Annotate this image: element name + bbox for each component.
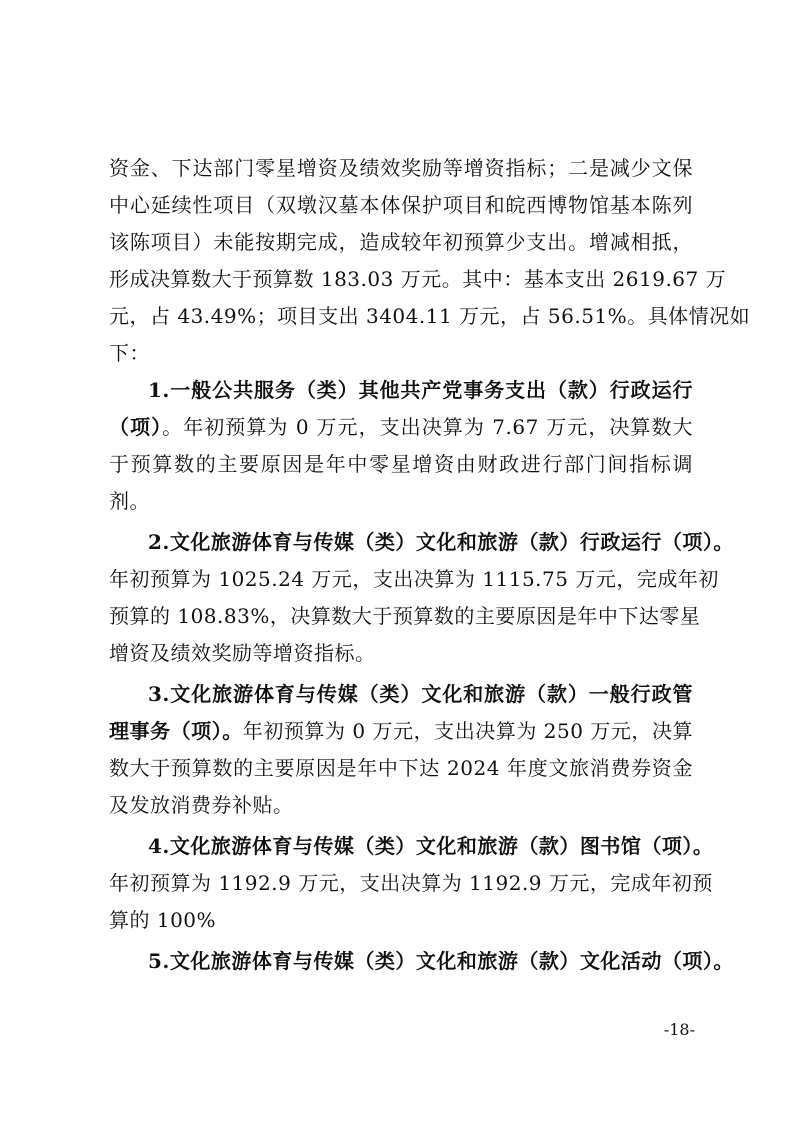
body-line [109, 187, 693, 223]
body-line [109, 561, 719, 597]
item-1-body-line [109, 409, 693, 445]
body-line [109, 261, 727, 297]
body-line [109, 446, 693, 482]
item-3-body-line [109, 713, 693, 749]
body-line [109, 902, 693, 938]
line-text: 资金、下达部门零星增资及绩效奖励等增资指标；二是减少文保 [109, 156, 693, 180]
item-4-heading-line [148, 828, 714, 864]
line-text: 该陈项目）未能按期完成，造成较年初预算少支出。增减相抵， [109, 230, 693, 254]
item-1-heading-line [148, 372, 693, 408]
line-text: 预算的 108.83%，决算数大于预算数的主要原因是年中下达零星 [109, 604, 701, 628]
body-line [109, 224, 693, 260]
item-2-heading-line [148, 524, 734, 560]
line-text: 下： [109, 341, 150, 365]
line-text: 年初预算为 1025.24 万元，支出决算为 1115.75 万元，完成年初 [109, 567, 719, 591]
line-text: 。年初预算为 0 万元，支出决算为 7.67 万元，决算数大 [162, 415, 694, 439]
body-line [109, 865, 713, 901]
page-number: -18- [663, 1020, 695, 1039]
line-text: 及发放消费券补贴。 [109, 793, 294, 817]
item-heading-bold: 2.文化旅游体育与传媒（类）文化和旅游（款）行政运行（项）。 [148, 530, 734, 554]
item-5-heading-line [148, 943, 734, 979]
line-text: 中心延续性项目（双墩汉墓本体保护项目和皖西博物馆基本陈列 [109, 193, 693, 217]
line-text: 于预算数的主要原因是年中零星增资由财政进行部门间指标调 [109, 452, 693, 476]
line-text: 年初预算为 1192.9 万元，支出决算为 1192.9 万元，完成年初预 [109, 871, 713, 895]
line-text: 增资及绩效奖励等增资指标。 [109, 641, 376, 665]
item-heading-bold: 1.一般公共服务（类）其他共产党事务支出（款）行政运行 [148, 378, 693, 402]
body-line [109, 335, 693, 371]
body-line [109, 483, 693, 519]
line-text: 数大于预算数的主要原因是年中下达 2024 年度文旅消费券资金 [109, 756, 693, 780]
item-heading-bold: 理事务（项）。 [109, 719, 243, 743]
body-line [109, 598, 701, 634]
line-text: 形成决算数大于预算数 183.03 万元。其中：基本支出 2619.67 万 [109, 267, 727, 291]
line-text: 元，占 43.49%；项目支出 3404.11 万元，占 56.51%。具体情况如 [109, 304, 751, 328]
body-line [109, 635, 693, 671]
line-text: 算的 100% [109, 908, 217, 932]
body-line [109, 150, 693, 186]
line-text: 剂。 [109, 489, 150, 513]
line-text: 年初预算为 0 万元，支出决算为 250 万元，决算 [242, 719, 694, 743]
body-line [109, 750, 693, 786]
item-3-heading-line [148, 676, 693, 712]
body-line [109, 787, 693, 823]
body-line [109, 298, 751, 334]
item-heading-bold: 3.文化旅游体育与传媒（类）文化和旅游（款）一般行政管 [148, 682, 693, 706]
item-heading-bold: 4.文化旅游体育与传媒（类）文化和旅游（款）图书馆（项）。 [148, 834, 714, 858]
item-heading-bold: （项） [109, 415, 163, 439]
item-heading-bold: 5.文化旅游体育与传媒（类）文化和旅游（款）文化活动（项）。 [148, 949, 734, 973]
